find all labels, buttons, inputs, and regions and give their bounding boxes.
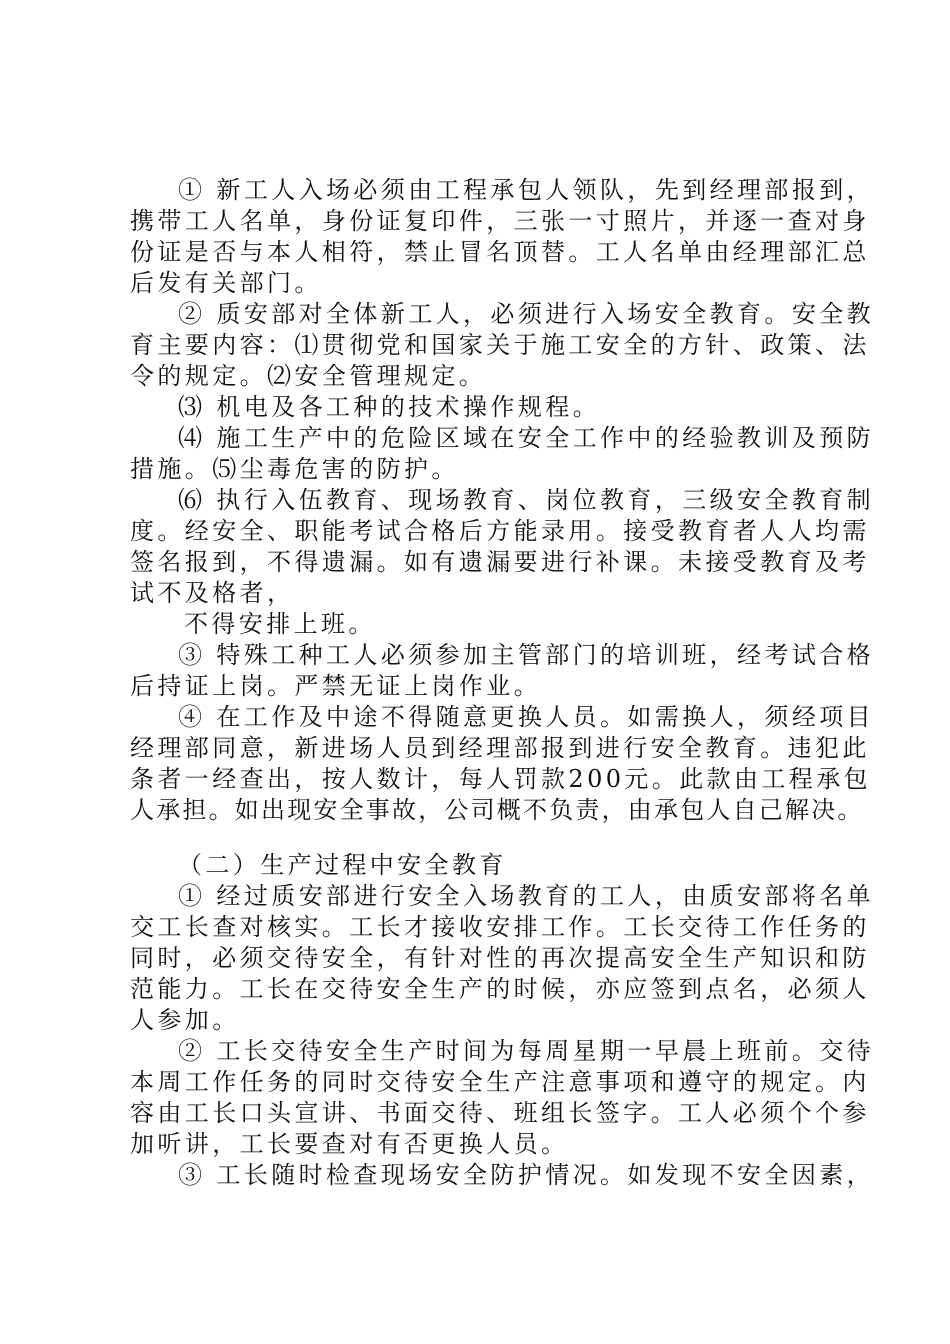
paragraph-line: 签名报到，不得遗漏。如有遗漏要进行补课。未接受教育及考 bbox=[130, 548, 870, 576]
paragraph-line: ① 新工人入场必须由工程承包人领队，先到经理部报到， bbox=[178, 176, 875, 204]
paragraph-line: ⑷ 施工生产中的危险区域在安全工作中的经验教训及预防 bbox=[178, 424, 875, 452]
paragraph-line: 同时，必须交待安全，有针对性的再次提高安全生产知识和防 bbox=[130, 944, 870, 972]
section-heading: （二）生产过程中安全教育 bbox=[178, 851, 507, 879]
paragraph-line: ⑶ 机电及各工种的技术操作规程。 bbox=[178, 393, 601, 421]
paragraph-line: 试不及格者， bbox=[130, 579, 295, 607]
paragraph-line: ④ 在工作及中途不得随意更换人员。如需换人，须经项目 bbox=[178, 703, 875, 731]
paragraph-line: 容由工长口头宣讲、书面交待、班组长签字。工人必须个个参 bbox=[130, 1099, 870, 1127]
paragraph-line: 措施。⑸尘毒危害的防护。 bbox=[130, 455, 459, 483]
paragraph-line: 后发有关部门。 bbox=[130, 269, 322, 297]
paragraph-line: 交工长查对核实。工长才接收安排工作。工长交待工作任务的 bbox=[130, 913, 870, 941]
paragraph-line: ① 经过质安部进行安全入场教育的工人，由质安部将名单 bbox=[178, 882, 875, 910]
paragraph-line: 范能力。工长在交待安全生产的时候，亦应签到点名，必须人 bbox=[130, 975, 870, 1003]
paragraph-line: 不得安排上班。 bbox=[184, 610, 376, 638]
paragraph-line: 人参加。 bbox=[130, 1006, 240, 1034]
paragraph-line: 条者一经查出，按人数计，每人罚款200元。此款由工程承包 bbox=[130, 765, 872, 793]
paragraph-line: ⑹ 执行入伍教育、现场教育、岗位教育，三级安全教育制 bbox=[178, 486, 875, 514]
paragraph-line: 后持证上岗。严禁无证上岗作业。 bbox=[130, 672, 541, 700]
paragraph-line: 份证是否与本人相符，禁止冒名顶替。工人名单由经理部汇总 bbox=[130, 238, 870, 266]
paragraph-line: 度。经安全、职能考试合格后方能录用。接受教育者人人均需 bbox=[130, 517, 870, 545]
paragraph-line: 加听讲，工长要查对有否更换人员。 bbox=[130, 1130, 569, 1158]
paragraph-line: 育主要内容：⑴贯彻党和国家关于施工安全的方针、政策、法 bbox=[130, 331, 870, 359]
paragraph-line: 令的规定。⑵安全管理规定。 bbox=[130, 362, 487, 390]
paragraph-line: ② 工长交待安全生产时间为每周星期一早晨上班前。交待 bbox=[178, 1037, 875, 1065]
paragraph-line: 携带工人名单，身份证复印件，三张一寸照片，并逐一查对身 bbox=[130, 207, 870, 235]
paragraph-line: ③ 特殊工种工人必须参加主管部门的培训班，经考试合格 bbox=[178, 641, 875, 669]
paragraph-line: ③ 工长随时检查现场安全防护情况。如发现不安全因素， bbox=[178, 1161, 875, 1189]
paragraph-line: 经理部同意，新进场人员到经理部报到进行安全教育。违犯此 bbox=[130, 734, 870, 762]
paragraph-line: 人承担。如出现安全事故，公司概不负责，由承包人自己解决。 bbox=[130, 796, 864, 824]
paragraph-line: 本周工作任务的同时交待安全生产注意事项和遵守的规定。内 bbox=[130, 1068, 870, 1096]
paragraph-line: ② 质安部对全体新工人，必须进行入场安全教育。安全教 bbox=[178, 300, 875, 328]
